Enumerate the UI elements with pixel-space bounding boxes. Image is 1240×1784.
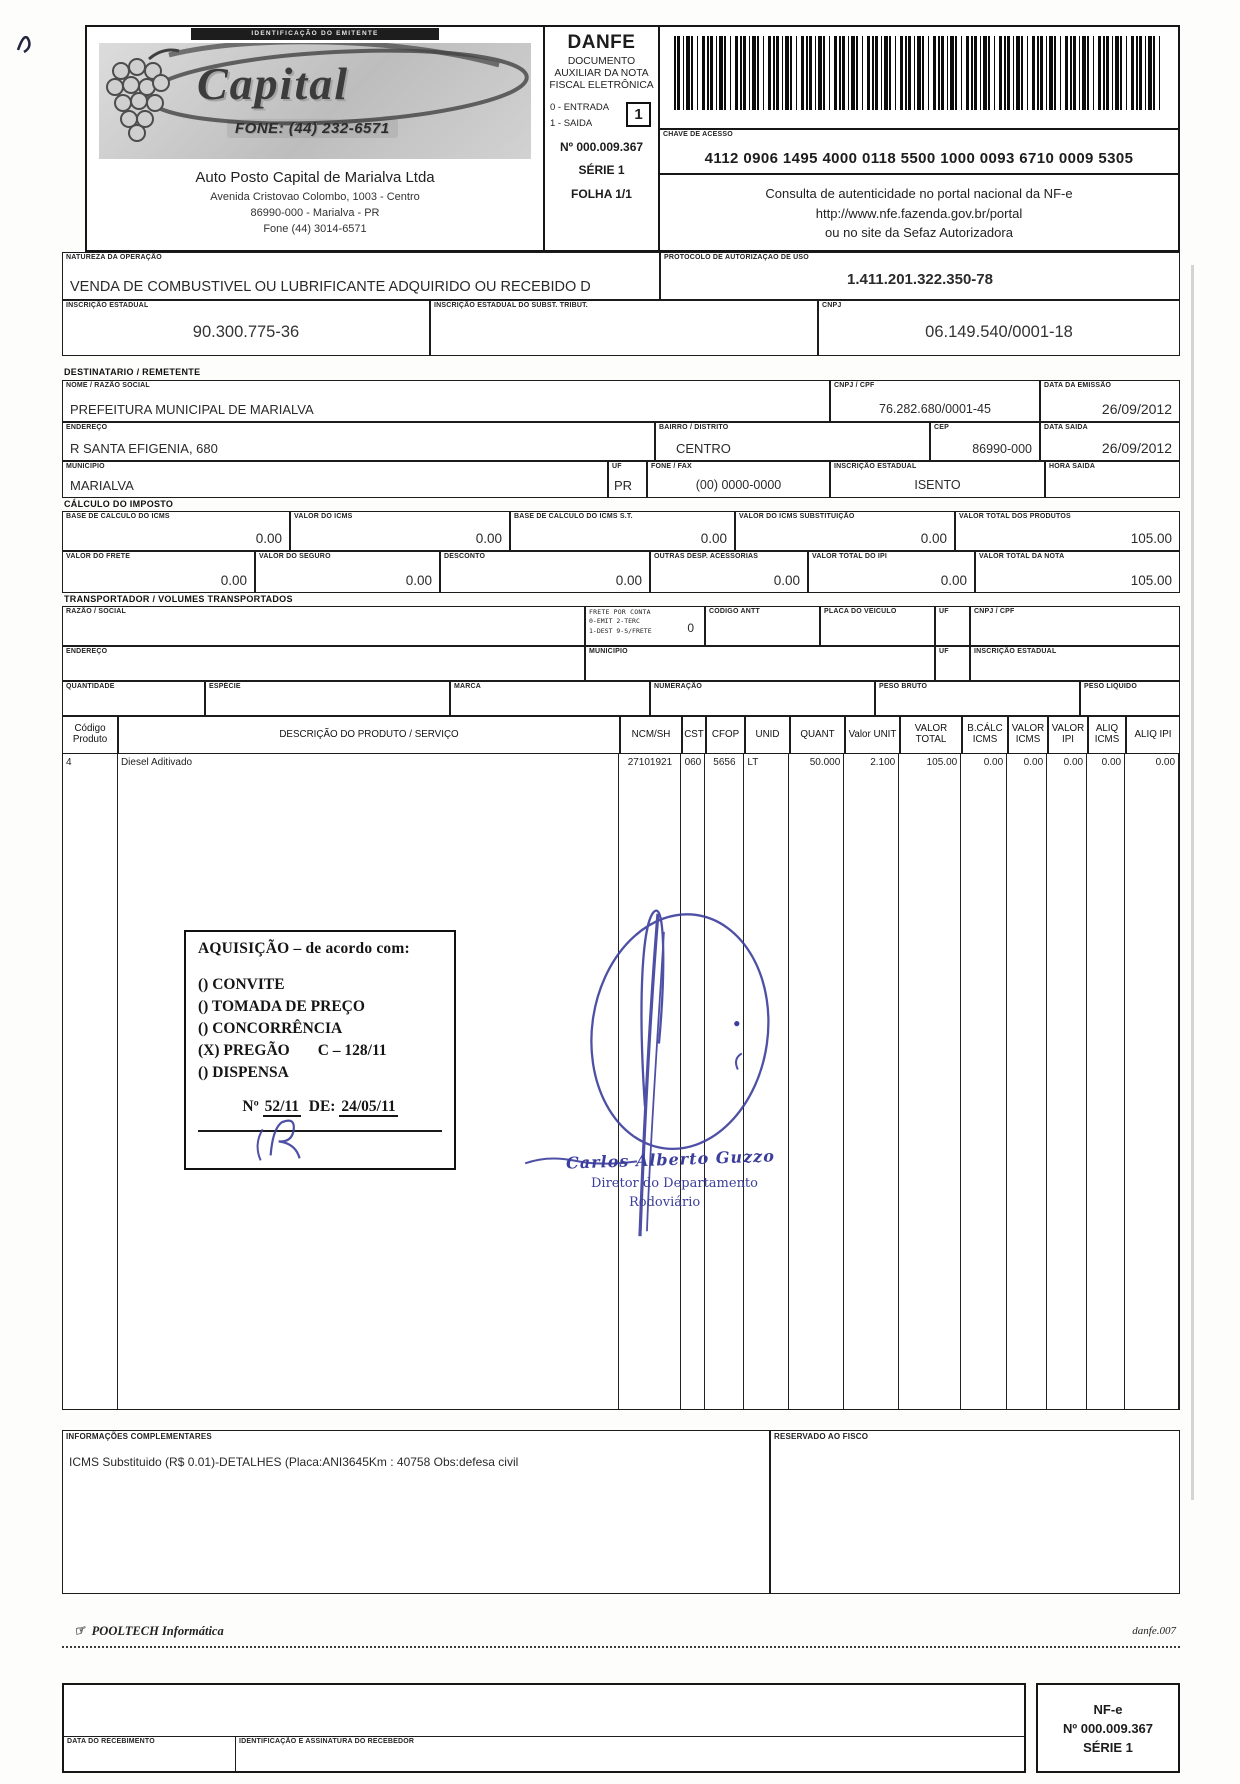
frete-conta-valor: 0 [687, 621, 694, 635]
emitente-logo [99, 43, 531, 159]
col-vipi: VALOR IPI [1048, 716, 1088, 754]
cnpj-emitente-label: CNPJ [822, 302, 842, 309]
emitente-name: Auto Posto Capital de Marialva Ltda [195, 169, 435, 186]
cnpj-emitente-valor: 06.149.540/0001-18 [925, 323, 1073, 341]
stamp-num-valor: 52/11 [264, 1098, 300, 1115]
frete-valor-cell [62, 551, 255, 593]
total-produtos-label: VALOR TOTAL DOS PRODUTOS [959, 513, 1071, 520]
danfe-box [545, 25, 660, 252]
numeracao-label: NUMERAÇÃO [654, 683, 703, 690]
fone-valor: (00) 0000-0000 [695, 478, 782, 492]
col-descricao: DESCRIÇÃO DO PRODUTO / SERVIÇO [118, 716, 620, 754]
pen-mark [14, 26, 40, 56]
col-vicms: VALOR ICMS [1008, 716, 1048, 754]
cep-valor: 86990-000 [972, 442, 1032, 456]
assinatura-cargo1: Diretor do Departamento [591, 1176, 758, 1191]
icms-subst-valor: 0.00 [920, 531, 947, 546]
emitente-section-label: IDENTIFICAÇÃO DO EMITENTE [191, 28, 439, 40]
col-vtotal: VALOR TOTAL [900, 716, 962, 754]
endereco-transp-label: ENDEREÇO [66, 648, 108, 655]
uf-valor: PR [614, 478, 633, 493]
cnpj-dest-valor: 76.282.680/0001-45 [879, 402, 991, 416]
endereco-label: ENDEREÇO [66, 424, 108, 431]
inscricao-estadual-cell [62, 300, 430, 356]
total-nota-valor: 105.00 [1130, 573, 1172, 588]
frete-valor-valor: 0.00 [220, 573, 247, 588]
desconto-label: DESCONTO [444, 553, 486, 560]
grapes-icon [107, 59, 169, 141]
ie-dest-label: INSCRIÇÃO ESTADUAL [834, 463, 917, 470]
emitente-address-line3: Fone (44) 3014-6571 [263, 222, 367, 235]
nome-label: NOME / RAZÃO SOCIAL [66, 382, 150, 389]
consulta-linha1: Consulta de autenticidade no portal nacional da NF-e [765, 186, 1073, 201]
protocolo-label: PROTOCOLO DE AUTORIZAÇAO DE USO [664, 254, 809, 261]
barcode-box [660, 25, 1180, 130]
cnpj-transp-label: CNPJ / CPF [974, 608, 1015, 615]
canhoto-nfe-numero: Nº 000.009.367 [1062, 1720, 1154, 1736]
total-ipi-label: VALOR TOTAL DO IPI [812, 553, 888, 560]
opcao-pregao [198, 1040, 442, 1062]
produto-bcalc: 0.00 [961, 754, 1007, 1409]
valor-icms-cell [290, 511, 510, 551]
ie-dest-valor: ISENTO [914, 478, 961, 492]
cnpj-dest-label: CNPJ / CPF [834, 382, 875, 389]
produtos-header [62, 716, 1180, 754]
protocolo-cell [660, 252, 1180, 300]
bairro-label: BAIRRO / DISTRITO [659, 424, 729, 431]
fiscal-row [62, 300, 1180, 356]
col-codigo: Código Produto [62, 716, 118, 754]
pregao-referencia: C – 128/11 [317, 1042, 387, 1059]
total-nota-cell [975, 551, 1180, 593]
base-icms-label: BASE DE CALCULO DO ICMS [66, 513, 170, 520]
produto-vipi: 0.00 [1047, 754, 1087, 1409]
info-complementares-cell [62, 1430, 770, 1594]
base-icms-cell [62, 511, 290, 551]
col-vunit: Valor UNIT [845, 716, 900, 754]
logo-phone-text: FONE: (44) 232-6571 [227, 119, 398, 138]
bairro-valor: CENTRO [676, 441, 731, 456]
imposto-row2 [62, 551, 1180, 593]
transporte-row1 [62, 606, 1180, 646]
produto-ncm: 27101921 [619, 754, 681, 1409]
stamp-opcoes [198, 974, 442, 1084]
data-emissao-cell [1040, 380, 1180, 422]
canhoto-nfe-box [1036, 1683, 1180, 1773]
valor-icms-label: VALOR DO ICMS [294, 513, 353, 520]
chave-acesso-box [660, 130, 1180, 175]
pooltech-logo-icon: ☞ [72, 1621, 88, 1640]
municipio-transp-label: MUNICIPIO [589, 648, 628, 655]
produto-cst: 060 [681, 754, 705, 1409]
transporte-section-title: TRANSPORTADOR / VOLUMES TRANSPORTADOS [64, 594, 293, 604]
consulta-box [660, 175, 1180, 252]
emitente-address-line1: Avenida Cristovao Colombo, 1003 - Centro [210, 191, 420, 203]
col-aliq-icms: ALIQ ICMS [1088, 716, 1126, 754]
total-nota-label: VALOR TOTAL DA NOTA [979, 553, 1065, 560]
valor-icms-valor: 0.00 [475, 531, 502, 546]
frete-conta-label: FRETE POR CONTA [589, 608, 651, 616]
municipio-cell [62, 461, 608, 498]
cnpj-emitente-cell [818, 300, 1180, 356]
protocolo-valor: 1.411.201.322.350-78 [847, 271, 993, 288]
info-complementares-label: INFORMAÇÕES COMPLEMENTARES [66, 1432, 212, 1441]
cep-label: CEP [934, 424, 949, 431]
col-ncm: NCM/SH [620, 716, 682, 754]
natureza-row [62, 252, 1180, 300]
produtos-body [62, 754, 1180, 1410]
seguro-cell [255, 551, 440, 593]
placa-label: PLACA DO VEICULO [824, 608, 897, 615]
fone-label: FONE / FAX [651, 463, 692, 470]
linha-picote [62, 1646, 1180, 1648]
destinatario-row3 [62, 461, 1180, 498]
cep-cell [930, 422, 1040, 461]
natureza-operacao-cell [62, 252, 660, 300]
desconto-valor: 0.00 [615, 573, 642, 588]
info-complementares-row [62, 1430, 1180, 1594]
produto-unid: LT [744, 754, 789, 1409]
base-icms-st-valor: 0.00 [700, 531, 727, 546]
marca-label: MARCA [454, 683, 482, 690]
peso-bruto-cell [875, 681, 1080, 716]
desconto-cell [440, 551, 650, 593]
destinatario-row1 [62, 380, 1180, 422]
data-saida-valor: 26/09/2012 [1101, 440, 1172, 456]
stamp-num-label: Nº [242, 1098, 259, 1115]
produto-vicms: 0.00 [1007, 754, 1047, 1409]
assinatura-recebedor-label: IDENTIFICAÇÃO E ASSINATURA DO RECEBEDOR [239, 1738, 415, 1745]
assinatura-nome: Carlos Alberto Guzzo [565, 1146, 776, 1173]
assinatura-cargo2: Rodoviário [629, 1195, 701, 1210]
produto-cfop: 5656 [705, 754, 744, 1409]
hora-saida-label: HORA SAIDA [1049, 463, 1096, 470]
stamp-numero-linha [198, 1098, 442, 1116]
danfe-ref: danfe.007 [1132, 1625, 1176, 1637]
inscricao-estadual-valor: 90.300.775-36 [192, 323, 300, 341]
opcao-convite: () CONVITE [198, 976, 285, 993]
header [62, 25, 1180, 252]
emitente-address [87, 190, 543, 238]
entrada-saida [545, 100, 658, 130]
destinatario-section-title: DESTINATARIO / REMETENTE [64, 367, 201, 377]
data-saida-label: DATA SAIDA [1044, 424, 1088, 431]
quantidade-cell [62, 681, 205, 716]
stamp-titulo: AQUISIÇÃO – de acordo com: [198, 940, 410, 957]
assinatura-recebedor-cell [236, 1737, 1024, 1771]
ie-transp-cell [970, 646, 1180, 681]
col-aliq-ipi: ALIQ IPI [1126, 716, 1180, 754]
data-emissao-label: DATA DA EMISSÃO [1044, 382, 1112, 389]
saida-label: 1 - SAIDA [550, 117, 593, 129]
logo-brand-text: Capital [197, 58, 350, 109]
nota-numero: Nº 000.009.367 [559, 139, 644, 154]
destinatario-nome-cell [62, 380, 830, 422]
natureza-label: NATUREZA DA OPERAÇÃO [66, 254, 162, 261]
canhoto-nfe-serie: SÉRIE 1 [1083, 1739, 1133, 1755]
canhoto-nfe-titulo: NF-e [1093, 1701, 1123, 1717]
total-ipi-cell [808, 551, 975, 593]
produto-descricao: Diesel Aditivado [118, 754, 620, 1409]
col-unid: UNID [745, 716, 790, 754]
uf-transp-cell [935, 606, 970, 646]
municipio-transp-cell [585, 646, 935, 681]
ie-transp-label: INSCRIÇÃO ESTADUAL [974, 648, 1057, 655]
endereco-cell [62, 422, 655, 461]
pooltech-texto: POOLTECH Informática [91, 1623, 224, 1638]
scan-edge-artifact [1191, 265, 1194, 1500]
stamp-linha [198, 1130, 442, 1132]
data-recebimento-label: DATA DO RECEBIMENTO [67, 1738, 155, 1745]
uf2-transp-label: UF [939, 648, 949, 655]
total-ipi-valor: 0.00 [940, 573, 967, 588]
icms-subst-label: VALOR DO ICMS SUBSTITUIÇÃO [739, 513, 855, 520]
total-produtos-valor: 105.00 [1130, 531, 1172, 546]
uf-transp-label: UF [939, 608, 949, 615]
marca-cell [450, 681, 650, 716]
cnpj-transp-cell [970, 606, 1180, 646]
peso-liquido-label: PESO LIQUIDO [1084, 683, 1137, 690]
transporte-row3 [62, 681, 1180, 716]
pooltech-credit [74, 1623, 224, 1639]
frete-valor-label: VALOR DO FRETE [66, 553, 131, 560]
ie-dest-cell [830, 461, 1045, 498]
canhoto-recibo [62, 1683, 1026, 1773]
imposto-row1 [62, 511, 1180, 551]
produto-aliq-icms: 0.00 [1087, 754, 1125, 1409]
placa-cell [820, 606, 935, 646]
uf2-transp-cell [935, 646, 970, 681]
opcao-dispensa: () DISPENSA [198, 1064, 289, 1081]
base-icms-st-cell [510, 511, 735, 551]
info-complementares-texto: ICMS Substituido (R$ 0.01)-DETALHES (Placa:ANI3645Km : 40758 Obs:defesa civil [69, 1455, 519, 1469]
tipo-operacao-box: 1 [626, 102, 651, 127]
especie-label: ESPÉCIE [209, 683, 241, 690]
aquisicao-stamp [184, 930, 456, 1170]
nota-serie: SÉRIE 1 [578, 162, 625, 177]
col-cst: CST [682, 716, 706, 754]
stamp-data-valor: 24/05/11 [341, 1098, 396, 1115]
reservado-fisco-cell [770, 1430, 1180, 1594]
barcode [674, 36, 1164, 110]
uf-cell [608, 461, 647, 498]
numeracao-cell [650, 681, 875, 716]
produto-vtotal: 105.00 [899, 754, 961, 1409]
data-saida-cell [1040, 422, 1180, 461]
rodape [62, 1620, 1180, 1642]
nome-valor: PREFEITURA MUNICIPAL DE MARIALVA [70, 402, 314, 417]
imposto-section-title: CÁLCULO DO IMPOSTO [64, 499, 174, 509]
produto-aliq-ipi: 0.00 [1125, 754, 1179, 1409]
destinatario-cnpj-cell [830, 380, 1040, 422]
col-bcalc: B.CÁLC ICMS [962, 716, 1008, 754]
chave-acesso-label: CHAVE DE ACESSO [663, 131, 733, 138]
municipio-label: MUNICIPIO [66, 463, 105, 470]
inscricao-estadual-label: INSCRIÇÃO ESTADUAL [66, 302, 149, 309]
inscricao-subst-cell [430, 300, 818, 356]
peso-bruto-label: PESO BRUTO [879, 683, 928, 690]
emitente-address-line2: 86990-000 - Marialva - PR [250, 206, 380, 219]
canhoto [62, 1683, 1180, 1773]
quantidade-label: QUANTIDADE [66, 683, 115, 690]
danfe-title: DANFE [567, 32, 636, 53]
nota-folha: FOLHA 1/1 [571, 186, 632, 201]
fone-cell [647, 461, 830, 498]
uf-label: UF [612, 463, 622, 470]
frete-conta-cell [585, 606, 705, 646]
entrada-label: 0 - ENTRADA [550, 102, 610, 114]
emitente-box [85, 25, 545, 252]
opcao-concorrencia: () CONCORRÊNCIA [198, 1020, 343, 1037]
outras-desp-label: OUTRAS DESP. ACESSORIAS [654, 553, 759, 560]
consulta-linha3: ou no site da Sefaz Autorizadora [825, 225, 1013, 240]
outras-desp-cell [650, 551, 808, 593]
total-produtos-cell [955, 511, 1180, 551]
produto-codigo: 4 [63, 754, 118, 1409]
razao-social-cell [62, 606, 585, 646]
municipio-valor: MARIALVA [70, 478, 134, 493]
peso-liquido-cell [1080, 681, 1180, 716]
seguro-valor: 0.00 [405, 573, 432, 588]
razao-social-label: RAZÃO / SOCIAL [66, 608, 126, 615]
data-emissao-valor: 26/09/2012 [1101, 401, 1172, 417]
transporte-row2 [62, 646, 1180, 681]
inscricao-subst-label: INSCRIÇÃO ESTADUAL DO SUBST. TRIBUT. [434, 302, 588, 309]
natureza-valor: VENDA DE COMBUSTIVEL OU LUBRIFICANTE ADQUIRIDO OU RECEBIDO D [70, 279, 591, 295]
hora-saida-cell [1045, 461, 1180, 498]
icms-subst-cell [735, 511, 955, 551]
endereco-transp-cell [62, 646, 585, 681]
produto-quant: 50.000 [789, 754, 844, 1409]
acesso-col [660, 25, 1180, 252]
frete-conta-opcoes: 0-EMIT 2-TERC 1-DEST 9-S/FRETE [589, 617, 652, 635]
produto-vunit: 2.100 [844, 754, 899, 1409]
codigo-antt-label: CODIGO ANTT [709, 608, 760, 615]
data-recebimento-cell [64, 1737, 236, 1771]
reservado-fisco-label: RESERVADO AO FISCO [774, 1432, 869, 1441]
base-icms-st-label: BASE DE CALCULO DO ICMS S.T. [514, 513, 633, 520]
stamp-de-label: DE: [308, 1098, 336, 1115]
endereco-valor: R SANTA EFIGENIA, 680 [70, 441, 218, 456]
codigo-antt-cell [705, 606, 820, 646]
col-quant: QUANT [790, 716, 845, 754]
destinatario-row2 [62, 422, 1180, 461]
outras-desp-valor: 0.00 [773, 573, 800, 588]
canhoto-area-recibo [64, 1685, 1024, 1737]
seguro-label: VALOR DO SEGURO [259, 553, 331, 560]
base-icms-valor: 0.00 [255, 531, 282, 546]
chave-acesso-valor: 4112 0906 1495 4000 0118 5500 1000 0093 6710 0009 5305 [704, 150, 1134, 167]
pregao-marcado: (X) PREGÃO [198, 1042, 290, 1059]
especie-cell [205, 681, 450, 716]
consulta-linha2: http://www.nfe.fazenda.gov.br/portal [815, 205, 1023, 221]
danfe-subtitle: DOCUMENTO AUXILIAR DA NOTA FISCAL ELETRÔNICA [549, 56, 654, 92]
opcao-tomada-preco: () TOMADA DE PREÇO [198, 998, 365, 1015]
bairro-cell [655, 422, 930, 461]
col-cfop: CFOP [706, 716, 745, 754]
